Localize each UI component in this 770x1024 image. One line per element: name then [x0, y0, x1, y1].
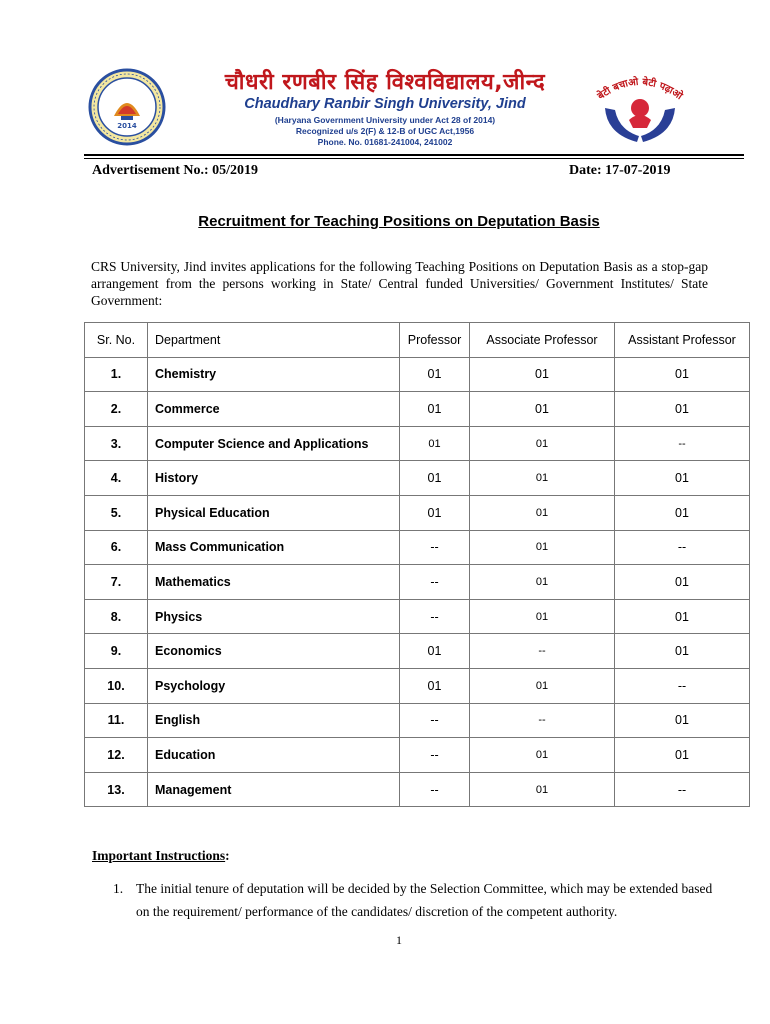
sr-no: 3. [85, 426, 148, 461]
table-row [85, 668, 750, 703]
page-title: Recruitment for Teaching Positions on Deputation Basis [198, 213, 600, 230]
associate-count: 01 [470, 426, 615, 461]
act-line: (Haryana Government University under Act 28 of 2014) [274, 115, 496, 125]
table-row [85, 426, 750, 461]
assistant-count: 01 [615, 565, 750, 600]
table-row [85, 495, 750, 530]
english-university-title: Chaudhary Ranbir Singh University, Jind [244, 96, 526, 112]
associate-count: 01 [470, 530, 615, 565]
department: Computer Science and Applications [148, 426, 400, 461]
instruction-text: The initial tenure of deputation will be decided by the Selection Committee, which may be extended based on the requirement/ performance of the candidates/ discretion of the competent authority. [136, 881, 713, 919]
department: Mass Communication [148, 530, 400, 565]
sr-no: 4. [85, 461, 148, 496]
professor-count: 01 [400, 495, 470, 530]
assistant-count: 01 [615, 357, 750, 392]
professor-count: 01 [400, 634, 470, 669]
instructions-title [92, 848, 230, 864]
associate-count: -- [470, 703, 615, 738]
assistant-count: 01 [615, 738, 750, 773]
hindi-university-title: चौधरी रणबीर सिंह विश्वविद्यालय,जीन्द [224, 70, 546, 95]
professor-count: -- [400, 530, 470, 565]
associate-count: 01 [470, 599, 615, 634]
sr-no: 10. [85, 668, 148, 703]
associate-count: -- [470, 634, 615, 669]
sr-no: 11. [85, 703, 148, 738]
professor-count: -- [400, 565, 470, 600]
table-row [85, 772, 750, 807]
department: Economics [148, 634, 400, 669]
department: Management [148, 772, 400, 807]
professor-count: 01 [400, 668, 470, 703]
instructions-title-colon: : [225, 848, 230, 863]
associate-count: 01 [470, 772, 615, 807]
sr-no: 1. [85, 357, 148, 392]
department: Physical Education [148, 495, 400, 530]
intro-paragraph: CRS University, Jind invites applications for the following Teaching Positions on Deputation Basis as a stop-gap arrangement from the persons working in State/ Central funded Universities/ Government Institutes/ State Government: [91, 259, 708, 308]
assistant-count: -- [615, 530, 750, 565]
instructions-title-text: Important Instructions [92, 848, 226, 863]
department: Commerce [148, 392, 400, 427]
professor-count: 01 [400, 357, 470, 392]
sr-no: 9. [85, 634, 148, 669]
sr-no: 8. [85, 599, 148, 634]
associate-count: 01 [470, 357, 615, 392]
table-row [85, 599, 750, 634]
associate-count: 01 [470, 668, 615, 703]
professor-count: -- [400, 703, 470, 738]
table-row [85, 357, 750, 392]
department: English [148, 703, 400, 738]
assistant-count: 01 [615, 392, 750, 427]
professor-count: -- [400, 772, 470, 807]
table-row [85, 461, 750, 496]
professor-count: 01 [400, 426, 470, 461]
phone-line: Phone. No. 01681-241004, 241002 [317, 137, 453, 147]
assistant-count: -- [615, 772, 750, 807]
recognition-line: Recognized u/s 2(F) & 12-B of UGC Act,1956 [295, 126, 475, 136]
table-header-row [85, 323, 750, 358]
assistant-count: 01 [615, 703, 750, 738]
professor-count: -- [400, 738, 470, 773]
assistant-count: 01 [615, 599, 750, 634]
table-row [85, 738, 750, 773]
sr-no: 12. [85, 738, 148, 773]
table-row [85, 634, 750, 669]
department: Mathematics [148, 565, 400, 600]
assistant-count: 01 [615, 634, 750, 669]
assistant-count: -- [615, 426, 750, 461]
assistant-count: 01 [615, 461, 750, 496]
associate-count: 01 [470, 565, 615, 600]
sr-no: 5. [85, 495, 148, 530]
associate-count: 01 [470, 495, 615, 530]
department: Chemistry [148, 357, 400, 392]
page-number: 1 [396, 933, 402, 947]
table-row [85, 703, 750, 738]
header-divider-thin [84, 158, 744, 159]
sr-no: 13. [85, 772, 148, 807]
associate-count: 01 [470, 392, 615, 427]
header-divider [84, 154, 744, 156]
department: Physics [148, 599, 400, 634]
advertisement-date: Date: 17-07-2019 [569, 163, 671, 178]
associate-count: 01 [470, 738, 615, 773]
positions-table [84, 322, 750, 807]
professor-count: 01 [400, 461, 470, 496]
department: Education [148, 738, 400, 773]
instruction-item [113, 877, 723, 923]
associate-count: 01 [470, 461, 615, 496]
header-associate-professor: Associate Professor [470, 323, 615, 358]
professor-count: -- [400, 599, 470, 634]
sr-no: 7. [85, 565, 148, 600]
sr-no: 6. [85, 530, 148, 565]
table-row [85, 565, 750, 600]
professor-count: 01 [400, 392, 470, 427]
advertisement-number: Advertisement No.: 05/2019 [92, 163, 259, 178]
header-sr-no: Sr. No. [85, 323, 148, 358]
department: History [148, 461, 400, 496]
header-professor: Professor [400, 323, 470, 358]
assistant-count: -- [615, 668, 750, 703]
instruction-number: 1. [113, 881, 124, 896]
logo-caption: बेटी बचाओ बेटी पढ़ाओ [595, 76, 685, 103]
table-row [85, 392, 750, 427]
header-department: Department [148, 323, 400, 358]
header-assistant-professor: Assistant Professor [615, 323, 750, 358]
department: Psychology [148, 668, 400, 703]
assistant-count: 01 [615, 495, 750, 530]
sr-no: 2. [85, 392, 148, 427]
table-row [85, 530, 750, 565]
logo-year: 2014 [117, 122, 137, 130]
